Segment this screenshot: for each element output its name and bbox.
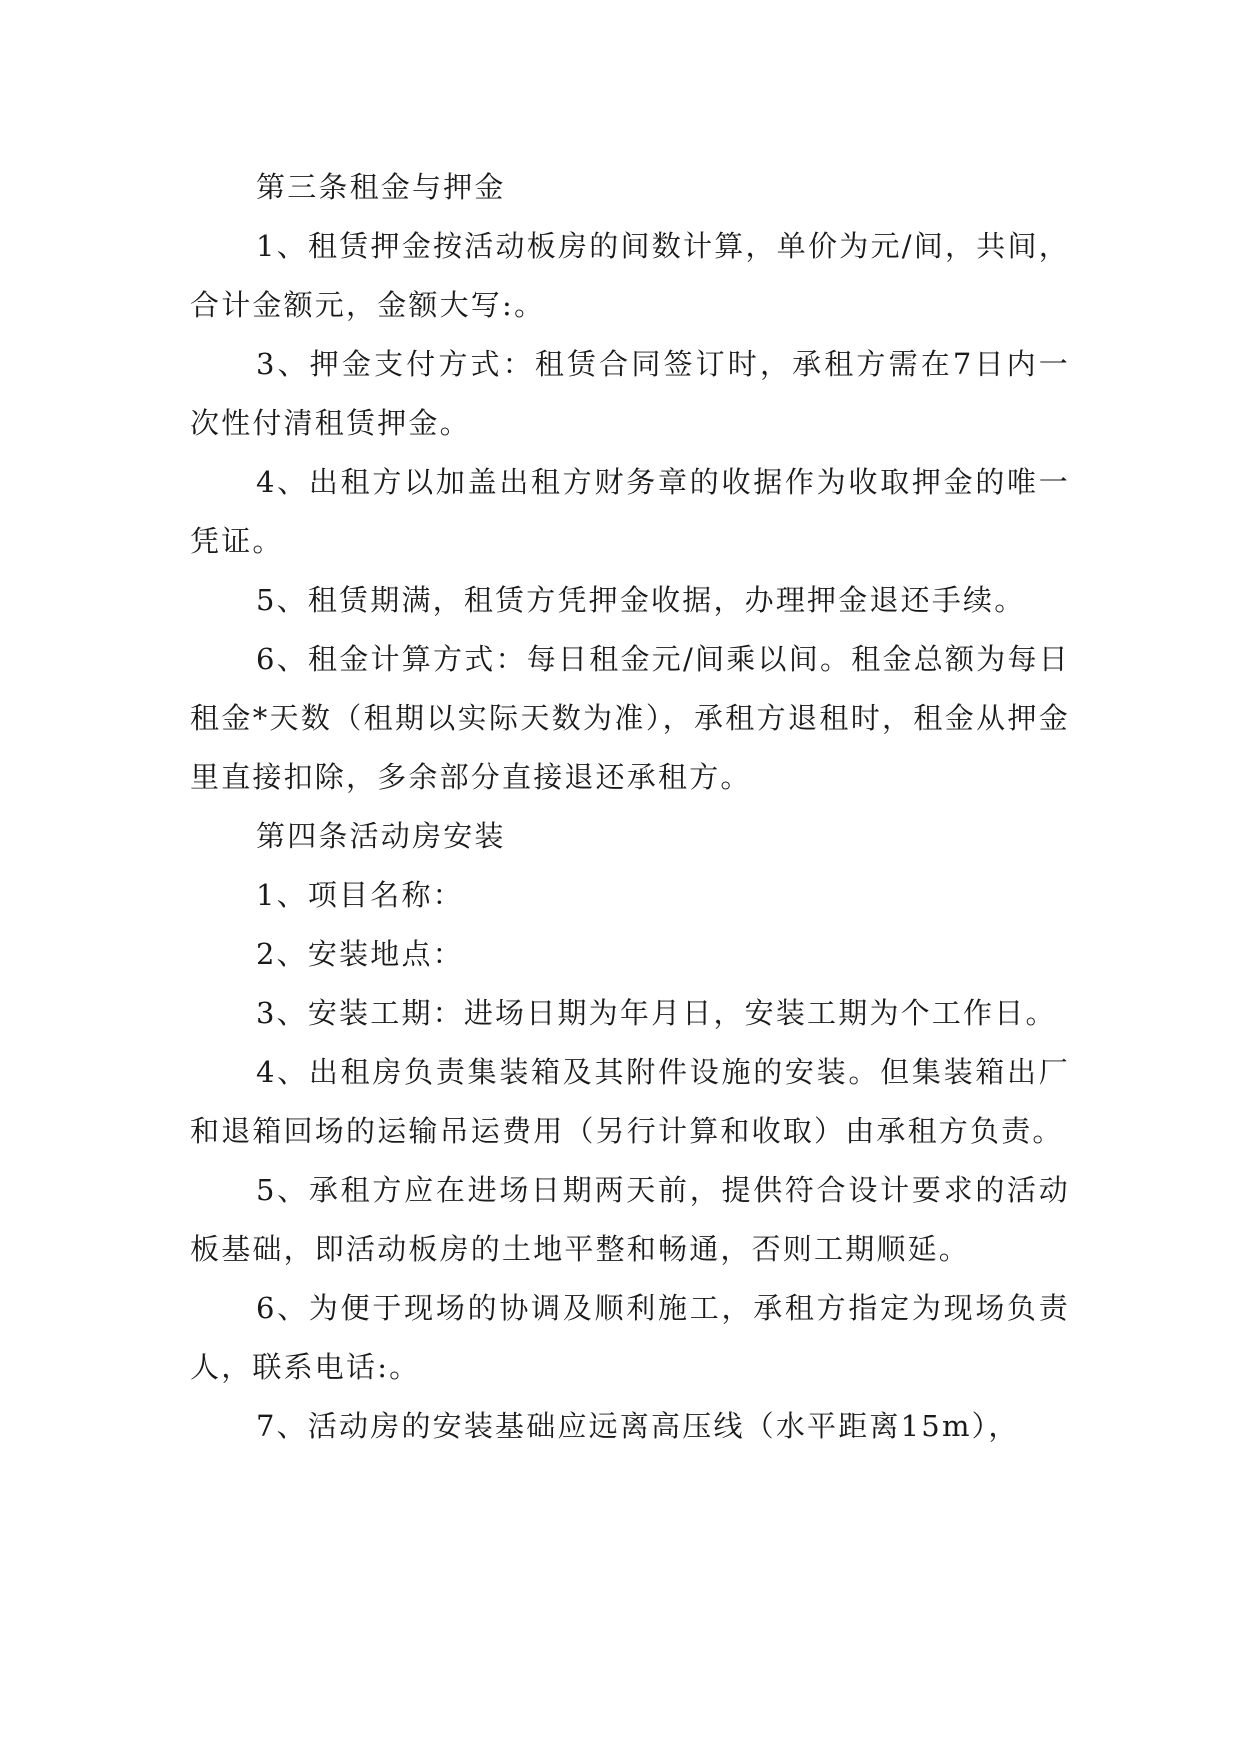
clause-paragraph: 6、租金计算方式：每日租金元/间乘以间。租金总额为每日租金*天数（租期以实际天数为准），承租方退租时，租金从押金里直接扣除，多余部分直接退还承租方。	[190, 642, 1070, 794]
clause-paragraph: 3、押金支付方式：租赁合同签订时，承租方需在7日内一次性付清租赁押金。	[190, 347, 1070, 440]
clause-paragraph: 4、出租方以加盖出租方财务章的收据作为收取押金的唯一凭证。	[190, 465, 1070, 558]
section-heading-rent-deposit: 第三条租金与押金	[256, 170, 506, 204]
clause-paragraph: 2、安装地点：	[256, 937, 464, 971]
clause-paragraph: 6、为便于现场的协调及顺利施工，承租方指定为现场负责人，联系电话:。	[190, 1291, 1070, 1384]
clause-paragraph: 1、租赁押金按活动板房的间数计算，单价为元/间，共间，合计金额元，金额大写:。	[190, 229, 1070, 322]
document-body	[190, 158, 1070, 1456]
clause-paragraph: 1、项目名称：	[256, 878, 464, 912]
clause-paragraph: 7、活动房的安装基础应远离高压线（水平距离15m），	[256, 1409, 1020, 1443]
clause-paragraph: 5、承租方应在进场日期两天前，提供符合设计要求的活动板基础，即活动板房的土地平整和畅通，否则工期顺延。	[190, 1173, 1070, 1266]
section-heading-installation: 第四条活动房安装	[256, 819, 506, 853]
clause-paragraph: 3、安装工期：进场日期为年月日，安装工期为个工作日。	[256, 996, 1057, 1030]
clause-paragraph: 5、租赁期满，租赁方凭押金收据，办理押金退还手续。	[256, 583, 1026, 617]
clause-paragraph: 4、出租房负责集装箱及其附件设施的安装。但集装箱出厂和退箱回场的运输吊运费用（另行计算和收取）由承租方负责。	[190, 1055, 1070, 1148]
